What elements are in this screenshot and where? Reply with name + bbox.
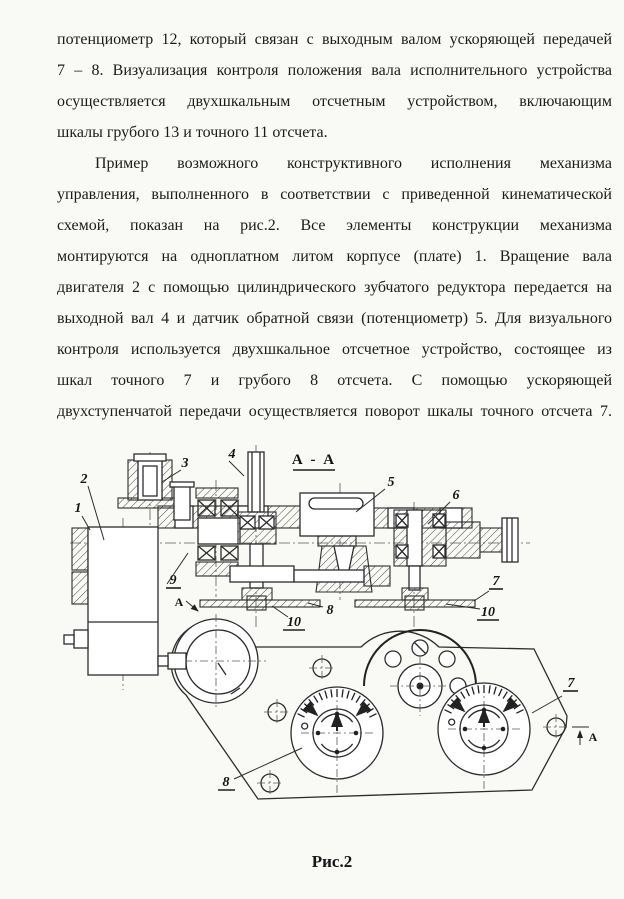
output-shaft (446, 518, 518, 562)
text-line: выходной вал 4 и датчик обратной связи (потенциометр) 5. Для визуального (57, 310, 612, 327)
text-line: шкал точного 7 и грубого 8 отсчета. С помощью ускоряющей (57, 372, 612, 389)
callout-10-right: 10 (481, 605, 495, 620)
text-line: управления, выполненного в соответствии с приведенной кинематической (57, 186, 612, 203)
paragraph-2 (57, 148, 612, 427)
callout-7-bottom: 7 (567, 676, 575, 691)
cross-section-view (64, 445, 530, 690)
text-line: 7 – 8. Визуализация контроля положения вала исполнительного устройства (57, 62, 612, 79)
cover-plate-5 (300, 493, 374, 536)
text-line: схемой, показан на рис.2. Все элементы конструкции механизма (57, 217, 612, 234)
figure-caption: Рис.2 (311, 852, 353, 871)
worm-cylinder (118, 454, 182, 508)
text-line: монтируются на одноплатном литом корпусе (плате) 1. Вращение вала (57, 248, 612, 265)
text-line: двухступенчатой передачи осуществляется поворот шкалы точного отсчета 7. (57, 403, 612, 420)
callout-7-top: 7 (492, 574, 500, 589)
text-line: контроля используется двухшкальное отсчетное устройство, состоящее из (57, 341, 612, 358)
callout-6: 6 (452, 488, 460, 503)
section-title: А - А (291, 452, 337, 468)
text-line: двигателя 2 с помощью цилиндрического зубчатого редуктора передается на (57, 279, 612, 296)
callout-8-top: 8 (326, 603, 334, 618)
motor-body (88, 527, 158, 675)
body-text (57, 24, 612, 427)
callout-3: 3 (181, 456, 189, 471)
bearing-block-6 (394, 510, 446, 600)
section-arrow-letter-bottom: А (588, 730, 598, 744)
figure-2-drawing (0, 428, 624, 858)
motor-bore (158, 614, 266, 710)
callout-9: 9 (169, 573, 177, 588)
text-line: шкалы грубого 13 и точного 11 отсчета. (57, 124, 328, 141)
paragraph-1 (57, 24, 612, 148)
callout-2: 2 (80, 472, 88, 487)
front-view (158, 614, 569, 799)
callout-1: 1 (74, 501, 82, 516)
motor-flange (72, 528, 88, 570)
callout-10-left: 10 (287, 615, 301, 630)
callout-5: 5 (387, 475, 395, 490)
text-line: Пример возможного конструктивного исполнения механизма (95, 155, 612, 172)
callout-4: 4 (228, 447, 236, 462)
callout-8-bottom: 8 (222, 775, 230, 790)
gear-bearing-column (196, 488, 240, 576)
text-line: осуществляется двухшкальным отсчетным устройством, включающим (57, 93, 612, 110)
text-line: потенциометр 12, который связан с выходным валом ускоряющей передачей (57, 31, 612, 48)
section-arrow-letter-top: А (174, 595, 184, 609)
